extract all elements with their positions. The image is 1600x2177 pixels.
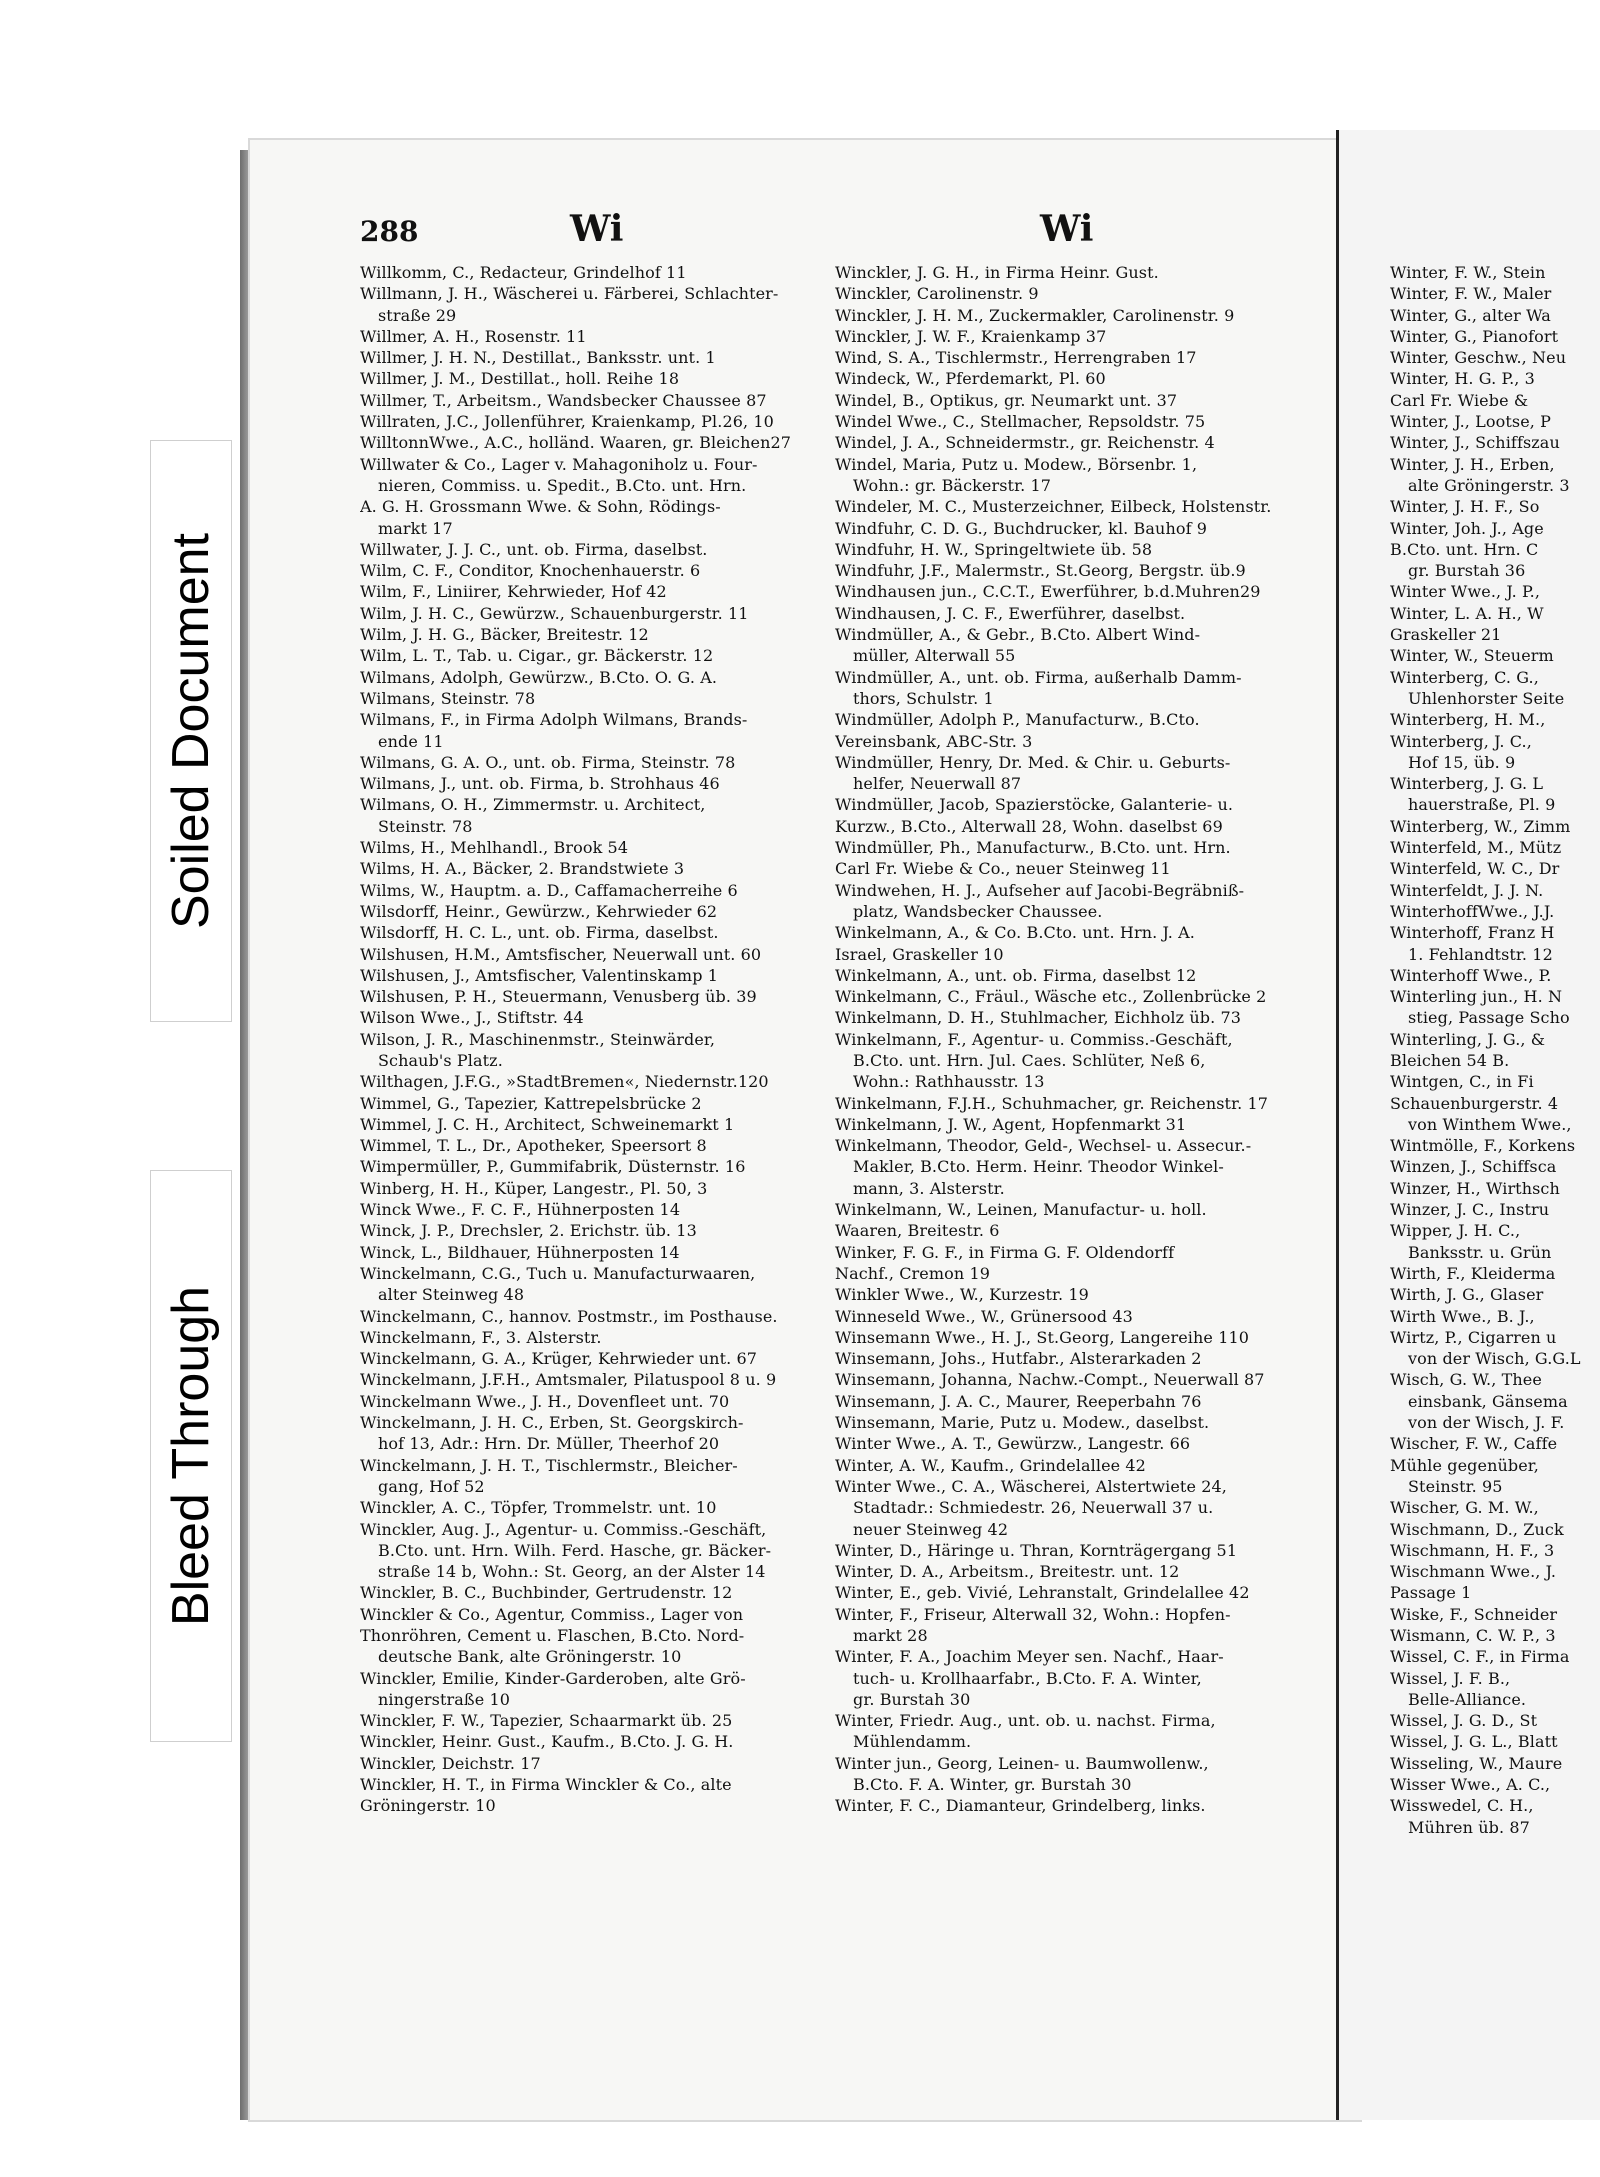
directory-entry: Wissel, J. G. L., Blatt xyxy=(1390,1732,1558,1752)
directory-entry: Winckler, H. T., in Firma Winckler & Co., alte xyxy=(360,1775,732,1795)
directory-entry: Windfuhr, C. D. G., Buchdrucker, kl. Bauhof 9 xyxy=(835,518,1208,538)
directory-entry: Wirth, J. G., Glaser xyxy=(1390,1285,1544,1305)
directory-entry: Schaub's Platz. xyxy=(378,1050,503,1070)
directory-entry: Bleichen 54 B. xyxy=(1390,1050,1510,1070)
directory-entry: Winck Wwe., F. C. F., Hühnerposten 14 xyxy=(360,1200,681,1220)
directory-entry: Wilsdorff, Heinr., Gewürzw., Kehrwieder 62 xyxy=(360,901,718,921)
directory-entry: Winckelmann, G. A., Krüger, Kehrwieder unt. 67 xyxy=(360,1349,758,1369)
directory-entry: Wimmel, G., Tapezier, Kattrepelsbrücke 2 xyxy=(360,1093,702,1113)
header-left: Wi xyxy=(570,208,624,250)
directory-entry: Wimpermüller, P., Gummifabrik, Düsternstr. 16 xyxy=(360,1157,746,1177)
directory-entry: Winterling, J. G., & xyxy=(1390,1029,1546,1049)
directory-entry: Winterhoff Wwe., P. xyxy=(1390,965,1552,985)
directory-entry: Windeler, M. C., Musterzeichner, Eilbeck, Holstenstr. xyxy=(835,497,1272,517)
directory-entry: Winkelmann, A., unt. ob. Firma, daselbst 12 xyxy=(835,965,1197,985)
directory-entry: 1. Fehlandtstr. 12 xyxy=(1408,944,1553,964)
directory-entry: Winsemann, Marie, Putz u. Modew., daselbst. xyxy=(835,1413,1210,1433)
directory-entry: Wimmel, T. L., Dr., Apotheker, Speersort 8 xyxy=(360,1136,707,1156)
directory-entry: Mühle gegenüber, xyxy=(1390,1455,1539,1475)
directory-entry: gang, Hof 52 xyxy=(378,1476,485,1496)
directory-entry: Winkelmann, D. H., Stuhlmacher, Eichholz üb. 73 xyxy=(835,1008,1242,1028)
directory-entry: Windfuhr, J.F., Malermstr., St.Georg, Bergstr. üb.9 xyxy=(835,561,1246,581)
directory-entry: Wissel, J. F. B., xyxy=(1390,1668,1511,1688)
directory-entry: Makler, B.Cto. Herm. Heinr. Theodor Winkel- xyxy=(853,1157,1224,1177)
directory-entry: Wilmans, F., in Firma Adolph Wilmans, Brands- xyxy=(360,710,748,730)
directory-entry: Winter, J. H. F., So xyxy=(1390,497,1540,517)
directory-column-facing xyxy=(1390,262,1600,1838)
directory-entry: Uhlenhorster Seite xyxy=(1408,688,1565,708)
directory-entry: Winckelmann, F., 3. Alsterstr. xyxy=(360,1327,602,1347)
directory-entry: Wirth Wwe., B. J., xyxy=(1390,1306,1535,1326)
directory-entry: Winterberg, W., Zimm xyxy=(1390,816,1571,836)
directory-entry: einsbank, Gänsema xyxy=(1408,1391,1568,1411)
directory-entry: Wohn.: Rathhausstr. 13 xyxy=(853,1072,1045,1092)
directory-entry: Winck, J. P., Drechsler, 2. Erichstr. üb. 13 xyxy=(360,1221,697,1241)
directory-entry: Wilm, L. T., Tab. u. Cigar., gr. Bäckerstr. 12 xyxy=(360,646,714,666)
directory-entry: Wilm, F., Liniirer, Kehrwieder, Hof 42 xyxy=(360,582,667,602)
directory-entry: A. G. H. Grossmann Wwe. & Sohn, Rödings- xyxy=(360,497,721,517)
directory-entry: Mühlendamm. xyxy=(853,1732,972,1752)
directory-entry: Waaren, Breitestr. 6 xyxy=(835,1221,1000,1241)
directory-entry: Wilms, W., Hauptm. a. D., Caffamacherreihe 6 xyxy=(360,880,738,900)
directory-entry: Wischmann, H. F., 3 xyxy=(1390,1540,1555,1560)
directory-entry: Winckler, A. C., Töpfer, Trommelstr. unt. 10 xyxy=(360,1498,717,1518)
directory-entry: Winckler, B. C., Buchbinder, Gertrudenstr. 12 xyxy=(360,1583,733,1603)
directory-entry: Winter, D., Häringe u. Thran, Kornträgergang 51 xyxy=(835,1540,1238,1560)
directory-entry: von der Wisch, G.G.L xyxy=(1408,1349,1581,1369)
directory-entry: Wischer, F. W., Caffe xyxy=(1390,1434,1558,1454)
directory-entry: Wohn.: gr. Bäckerstr. 17 xyxy=(853,475,1052,495)
directory-entry: Windmüller, Jacob, Spazierstöcke, Galanterie- u. xyxy=(835,795,1234,815)
directory-entry: Winker, F. G. F., in Firma G. F. Oldendorff xyxy=(835,1242,1175,1262)
directory-entry: Willwater, J. J. C., unt. ob. Firma, daselbst. xyxy=(360,539,708,559)
directory-entry: Winter Wwe., J. P., xyxy=(1390,582,1541,602)
directory-entry: Winkelmann, A., & Co. B.Cto. unt. Hrn. J. A. xyxy=(835,923,1195,943)
directory-entry: Winterberg, J. G. L xyxy=(1390,774,1544,794)
directory-entry: Wilm, J. H. G., Bäcker, Breitestr. 12 xyxy=(360,625,649,645)
directory-entry: stieg, Passage Scho xyxy=(1408,1008,1570,1028)
directory-entry: Winckelmann, C., hannov. Postmstr., im Posthause. xyxy=(360,1306,778,1326)
directory-entry: Wintmölle, F., Korkens xyxy=(1390,1136,1576,1156)
directory-entry: Winckler, Deichstr. 17 xyxy=(360,1753,541,1773)
directory-entry: Winsemann, Johs., Hutfabr., Alsterarkaden 2 xyxy=(835,1349,1202,1369)
directory-entry: Wilthagen, J.F.G., »StadtBremen«, Niedernstr.120 xyxy=(360,1072,769,1092)
directory-entry: thors, Schulstr. 1 xyxy=(853,688,994,708)
directory-entry: Winter, J., Schiffszau xyxy=(1390,433,1560,453)
directory-entry: Wilshusen, P. H., Steuermann, Venusberg üb. 39 xyxy=(360,987,757,1007)
header-right: Wi xyxy=(1040,208,1094,250)
directory-entry: Winter Wwe., A. T., Gewürzw., Langestr. 66 xyxy=(835,1434,1191,1454)
directory-entry: Wischer, G. M. W., xyxy=(1390,1498,1539,1518)
directory-entry: Gröningerstr. 10 xyxy=(360,1796,496,1816)
directory-entry: Wilm, C. F., Conditor, Knochenhauerstr. 6 xyxy=(360,561,701,581)
directory-entry: Windel, J. A., Schneidermstr., gr. Reichenstr. 4 xyxy=(835,433,1215,453)
directory-entry: Winckler, Carolinenstr. 9 xyxy=(835,284,1039,304)
directory-entry: Wimmel, J. C. H., Architect, Schweinemarkt 1 xyxy=(360,1114,735,1134)
directory-entry: Winkelmann, F., Agentur- u. Commiss.-Geschäft, xyxy=(835,1029,1233,1049)
directory-entry: Steinstr. 95 xyxy=(1408,1476,1503,1496)
directory-entry: Winter jun., Georg, Leinen- u. Baumwollenw., xyxy=(835,1753,1209,1773)
directory-entry: platz, Wandsbecker Chaussee. xyxy=(853,901,1103,921)
directory-entry: Wisch, G. W., Thee xyxy=(1390,1370,1542,1390)
directory-entry: Winterfeld, M., Mütz xyxy=(1390,838,1562,858)
directory-entry: B.Cto. F. A. Winter, gr. Burstah 30 xyxy=(853,1775,1132,1795)
directory-entry: Winsemann Wwe., H. J., St.Georg, Langereihe 110 xyxy=(835,1327,1250,1347)
directory-column-right xyxy=(835,262,1310,1817)
directory-entry: von Winthem Wwe., xyxy=(1408,1114,1572,1134)
directory-entry: Wilshusen, H.M., Amtsfischer, Neuerwall unt. 60 xyxy=(360,944,762,964)
directory-entry: Willmer, J. M., Destillat., holl. Reihe 18 xyxy=(360,369,680,389)
directory-entry: helfer, Neuerwall 87 xyxy=(853,774,1022,794)
directory-entry: Wintgen, C., in Fi xyxy=(1390,1072,1534,1092)
directory-entry: Winter, H. G. P., 3 xyxy=(1390,369,1535,389)
directory-entry: Wilmans, J., unt. ob. Firma, b. Strohhaus 46 xyxy=(360,774,720,794)
page-number: 288 xyxy=(360,215,419,248)
directory-column-left xyxy=(360,262,830,1817)
directory-entry: Wischmann Wwe., J. xyxy=(1390,1562,1557,1582)
directory-entry: tuch- u. Krollhaarfabr., B.Cto. F. A. Winter, xyxy=(853,1668,1202,1688)
directory-entry: Winckler, Aug. J., Agentur- u. Commiss.-Geschäft, xyxy=(360,1519,767,1539)
directory-entry: deutsche Bank, alte Gröningerstr. 10 xyxy=(378,1647,682,1667)
directory-entry: Winter, J., Lootse, P xyxy=(1390,412,1552,432)
directory-entry: Winckler, Emilie, Kinder-Garderoben, alte Grö- xyxy=(360,1668,746,1688)
directory-entry: Winckelmann Wwe., J. H., Dovenfleet unt. 70 xyxy=(360,1391,730,1411)
directory-entry: Winkelmann, W., Leinen, Manufactur- u. holl. xyxy=(835,1200,1207,1220)
directory-entry: Winberg, H. H., Küper, Langestr., Pl. 50, 3 xyxy=(360,1178,708,1198)
directory-entry: Winter, D. A., Arbeitsm., Breitestr. unt. 12 xyxy=(835,1562,1180,1582)
directory-entry: Wiske, F., Schneider xyxy=(1390,1604,1558,1624)
directory-entry: Windmüller, A., unt. ob. Firma, außerhalb Damm- xyxy=(835,667,1242,687)
directory-entry: ende 11 xyxy=(378,731,444,751)
directory-entry: Windel Wwe., C., Stellmacher, Repsoldstr. 75 xyxy=(835,412,1206,432)
directory-entry: Wilmans, Steinstr. 78 xyxy=(360,688,536,708)
directory-entry: straße 14 b, Wohn.: St. Georg, an der Alster 14 xyxy=(378,1562,766,1582)
directory-entry: Thonröhren, Cement u. Flaschen, B.Cto. Nord- xyxy=(360,1626,745,1645)
directory-entry: hauerstraße, Pl. 9 xyxy=(1408,795,1556,815)
directory-entry: Winterhoff, Franz H xyxy=(1390,923,1555,943)
directory-entry: Windeck, W., Pferdemarkt, Pl. 60 xyxy=(835,369,1106,389)
directory-entry: Winter, Joh. J., Age xyxy=(1390,518,1544,538)
directory-entry: Wisser Wwe., A. C., xyxy=(1390,1775,1551,1795)
directory-entry: Winterberg, J. C., xyxy=(1390,731,1532,751)
directory-entry: Windhausen, J. C. F., Ewerführer, daselbst. xyxy=(835,603,1186,623)
directory-entry: Nachf., Cremon 19 xyxy=(835,1263,991,1283)
directory-entry: Winter, F., Friseur, Alterwall 32, Wohn.: Hopfen- xyxy=(835,1604,1231,1624)
directory-entry: Winckler, J. G. H., in Firma Heinr. Gust. xyxy=(835,263,1159,282)
directory-entry: B.Cto. unt. Hrn. C xyxy=(1390,539,1539,559)
directory-entry: nieren, Commiss. u. Spedit., B.Cto. unt. Hrn. xyxy=(378,475,747,495)
directory-entry: Wilmans, O. H., Zimmermstr. u. Architect, xyxy=(360,795,706,815)
directory-entry: alte Gröningerstr. 3 xyxy=(1408,475,1570,495)
bleed-through-label xyxy=(150,1170,232,1742)
directory-entry: gr. Burstah 36 xyxy=(1408,561,1526,581)
directory-entry: Windmüller, A., & Gebr., B.Cto. Albert Wind- xyxy=(835,625,1201,645)
directory-entry: Willraten, J.C., Jollenführer, Kraienkamp, Pl.26, 10 xyxy=(360,412,774,432)
directory-entry: Winter, Geschw., Neu xyxy=(1390,348,1567,368)
directory-entry: Belle-Alliance. xyxy=(1408,1689,1527,1709)
directory-entry: B.Cto. unt. Hrn. Jul. Caes. Schlüter, Neß 6, xyxy=(853,1050,1206,1070)
directory-entry: Willmer, T., Arbeitsm., Wandsbecker Chaussee 87 xyxy=(360,390,767,410)
directory-entry: Wismann, C. W. P., 3 xyxy=(1390,1626,1556,1645)
directory-entry: Wilson, J. R., Maschinenmstr., Steinwärder, xyxy=(360,1029,716,1049)
directory-entry: Wilms, H., Mehlhandl., Brook 54 xyxy=(360,838,629,858)
directory-entry: Winter, W., Steuerm xyxy=(1390,646,1554,666)
directory-entry: Steinstr. 78 xyxy=(378,816,473,836)
soiled-document-label xyxy=(150,440,232,1022)
directory-entry: Winterfeldt, J. J. N. xyxy=(1390,880,1544,900)
directory-entry: Wisswedel, C. H., xyxy=(1390,1796,1534,1816)
directory-entry: Windhausen jun., C.C.T., Ewerführer, b.d.Muhren29 xyxy=(835,582,1261,602)
directory-entry: Wischmann, D., Zuck xyxy=(1390,1519,1564,1539)
directory-entry: müller, Alterwall 55 xyxy=(853,646,1016,666)
directory-entry: mann, 3. Alsterstr. xyxy=(853,1178,1005,1198)
directory-entry: Winkelmann, J. W., Agent, Hopfenmarkt 31 xyxy=(835,1114,1187,1134)
directory-entry: Vereinsbank, ABC-Str. 3 xyxy=(835,731,1033,751)
directory-entry: markt 17 xyxy=(378,518,453,538)
directory-entry: Winckler, J. W. F., Kraienkamp 37 xyxy=(835,326,1107,346)
directory-entry: hof 13, Adr.: Hrn. Dr. Müller, Theerhof 20 xyxy=(378,1434,720,1454)
directory-entry: Winckler, Heinr. Gust., Kaufm., B.Cto. J. G. H. xyxy=(360,1732,734,1752)
directory-entry: Wirtz, P., Cigarren u xyxy=(1390,1327,1557,1347)
directory-entry: B.Cto. unt. Hrn. Wilh. Ferd. Hasche, gr. Bäcker- xyxy=(378,1540,772,1560)
directory-entry: Winter Wwe., C. A., Wäscherei, Alstertwiete 24, xyxy=(835,1476,1227,1496)
directory-entry: Wissel, C. F., in Firma xyxy=(1390,1647,1570,1667)
directory-entry: Carl Fr. Wiebe & xyxy=(1390,390,1529,410)
directory-entry: Winsemann, Johanna, Nachw.-Compt., Neuerwall 87 xyxy=(835,1370,1265,1390)
directory-entry: Winsemann, J. A. C., Maurer, Reeperbahn 76 xyxy=(835,1391,1202,1411)
directory-entry: Wisseling, W., Maure xyxy=(1390,1753,1563,1773)
directory-entry: Banksstr. u. Grün xyxy=(1408,1242,1552,1262)
directory-entry: Windmüller, Adolph P., Manufacturw., B.Cto. xyxy=(835,710,1200,730)
directory-entry: Wilms, H. A., Bäcker, 2. Brandstwiete 3 xyxy=(360,859,685,879)
directory-entry: Willmer, A. H., Rosenstr. 11 xyxy=(360,326,587,346)
directory-entry: Winter, F. A., Joachim Meyer sen. Nachf., Haar- xyxy=(835,1647,1224,1667)
directory-entry: ningerstraße 10 xyxy=(378,1689,511,1709)
directory-entry: Wissel, J. G. D., St xyxy=(1390,1711,1538,1731)
directory-entry: Wilson Wwe., J., Stiftstr. 44 xyxy=(360,1008,584,1028)
directory-entry: Windwehen, H. J., Aufseher auf Jacobi-Begräbniß- xyxy=(835,880,1245,900)
directory-entry: Winkelmann, Theodor, Geld-, Wechsel- u. Assecur.- xyxy=(835,1136,1252,1156)
directory-entry: Winter, G., alter Wa xyxy=(1390,305,1551,325)
directory-entry: Winter, F. W., Maler xyxy=(1390,284,1552,304)
directory-entry: Winterling jun., H. N xyxy=(1390,987,1563,1007)
directory-entry: Stadtadr.: Schmiedestr. 26, Neuerwall 37 u. xyxy=(853,1498,1214,1518)
directory-entry: Winkelmann, C., Fräul., Wäsche etc., Zollenbrücke 2 xyxy=(835,987,1267,1007)
directory-entry: Willwater & Co., Lager v. Mahagoniholz u. Four- xyxy=(360,454,758,474)
directory-entry: Wilmans, G. A. O., unt. ob. Firma, Steinstr. 78 xyxy=(360,752,736,772)
directory-entry: Windfuhr, H. W., Springeltwiete üb. 58 xyxy=(835,539,1153,559)
directory-entry: Winck, L., Bildhauer, Hühnerposten 14 xyxy=(360,1242,680,1262)
directory-entry: Wipper, J. H. C., xyxy=(1390,1221,1521,1241)
directory-entry: Mühren üb. 87 xyxy=(1408,1817,1530,1837)
directory-entry: Winckelmann, C.G., Tuch u. Manufacturwaaren, xyxy=(360,1263,756,1283)
directory-entry: Winterfeld, W. C., Dr xyxy=(1390,859,1560,879)
directory-entry: Wirth, F., Kleiderma xyxy=(1390,1263,1556,1283)
directory-entry: neuer Steinweg 42 xyxy=(853,1519,1009,1539)
directory-entry: Winterberg, C. G., xyxy=(1390,667,1539,687)
directory-entry: Passage 1 xyxy=(1390,1583,1472,1603)
directory-entry: Winter, L. A. H., W xyxy=(1390,603,1544,623)
directory-entry: WinterhoffWwe., J.J. xyxy=(1390,901,1555,921)
directory-entry: Willkomm, C., Redacteur, Grindelhof 11 xyxy=(360,263,687,282)
directory-entry: markt 28 xyxy=(853,1626,928,1645)
directory-entry: Wilm, J. H. C., Gewürzw., Schauenburgerstr. 11 xyxy=(360,603,749,623)
directory-entry: Winneseld Wwe., W., Grünersood 43 xyxy=(835,1306,1133,1326)
directory-entry: Willmer, J. H. N., Destillat., Banksstr. unt. 1 xyxy=(360,348,716,368)
directory-entry: Winzer, H., Wirthsch xyxy=(1390,1178,1560,1198)
bleed-through-text: Bleed Through xyxy=(162,1285,220,1627)
directory-entry: Winter, F. C., Diamanteur, Grindelberg, links. xyxy=(835,1796,1206,1816)
directory-entry: Windel, Maria, Putz u. Modew., Börsenbr. 1, xyxy=(835,454,1198,474)
directory-entry: von der Wisch, J. F. xyxy=(1408,1413,1565,1433)
directory-entry: Willmann, J. H., Wäscherei u. Färberei, Schlachter- xyxy=(360,284,779,304)
directory-entry: Schauenburgerstr. 4 xyxy=(1390,1093,1559,1113)
directory-entry: Winter, F. W., Stein xyxy=(1390,263,1546,282)
directory-entry: Wilsdorff, H. C. L., unt. ob. Firma, daselbst. xyxy=(360,923,719,943)
directory-entry: Winter, J. H., Erben, xyxy=(1390,454,1555,474)
directory-entry: Winckler, J. H. M., Zuckermakler, Carolinenstr. 9 xyxy=(835,305,1235,325)
directory-entry: alter Steinweg 48 xyxy=(378,1285,525,1305)
directory-entry: Winckelmann, J. H. C., Erben, St. Georgskirch- xyxy=(360,1413,744,1433)
directory-entry: Wilshusen, J., Amtsfischer, Valentinskamp 1 xyxy=(360,965,719,985)
directory-entry: Winterberg, H. M., xyxy=(1390,710,1546,730)
directory-entry: Winter, A. W., Kaufm., Grindelallee 42 xyxy=(835,1455,1146,1475)
directory-entry: Winter, Friedr. Aug., unt. ob. u. nachst. Firma, xyxy=(835,1711,1216,1731)
directory-entry: Wilmans, Adolph, Gewürzw., B.Cto. O. G. A. xyxy=(360,667,718,687)
directory-entry: Winckler, F. W., Tapezier, Schaarmarkt üb. 25 xyxy=(360,1711,733,1731)
directory-entry: gr. Burstah 30 xyxy=(853,1689,971,1709)
directory-entry: Winkler Wwe., W., Kurzestr. 19 xyxy=(835,1285,1089,1305)
directory-entry: Carl Fr. Wiebe & Co., neuer Steinweg 11 xyxy=(835,859,1171,879)
soiled-document-text: Soiled Document xyxy=(162,533,220,929)
directory-entry: Windel, B., Optikus, gr. Neumarkt unt. 37 xyxy=(835,390,1178,410)
directory-entry: Windmüller, Henry, Dr. Med. & Chir. u. Geburts- xyxy=(835,752,1231,772)
directory-entry: straße 29 xyxy=(378,305,457,325)
directory-entry: Winter, E., geb. Vivié, Lehranstalt, Grindelallee 42 xyxy=(835,1583,1250,1603)
directory-entry: Hof 15, üb. 9 xyxy=(1408,752,1516,772)
directory-entry: Windmüller, Ph., Manufacturw., B.Cto. unt. Hrn. xyxy=(835,838,1231,858)
directory-entry: Winckelmann, J. H. T., Tischlermstr., Bleicher- xyxy=(360,1455,738,1475)
directory-entry: Graskeller 21 xyxy=(1390,625,1502,645)
directory-entry: Winzen, J., Schiffsca xyxy=(1390,1157,1557,1177)
directory-entry: Kurzw., B.Cto., Alterwall 28, Wohn. daselbst 69 xyxy=(835,816,1223,836)
directory-entry: Israel, Graskeller 10 xyxy=(835,944,1004,964)
directory-entry: Winter, G., Pianofort xyxy=(1390,326,1559,346)
directory-entry: Winckler & Co., Agentur, Commiss., Lager von xyxy=(360,1604,744,1624)
directory-entry: Winzer, J. C., Instru xyxy=(1390,1200,1550,1220)
directory-entry: WilltonnWwe., A.C., holländ. Waaren, gr. Bleichen27 xyxy=(360,433,792,453)
directory-entry: Wind, S. A., Tischlermstr., Herrengraben 17 xyxy=(835,348,1197,368)
directory-entry: Winckelmann, J.F.H., Amtsmaler, Pilatuspool 8 u. 9 xyxy=(360,1370,777,1390)
directory-entry: Winkelmann, F.J.H., Schuhmacher, gr. Reichenstr. 17 xyxy=(835,1093,1269,1113)
